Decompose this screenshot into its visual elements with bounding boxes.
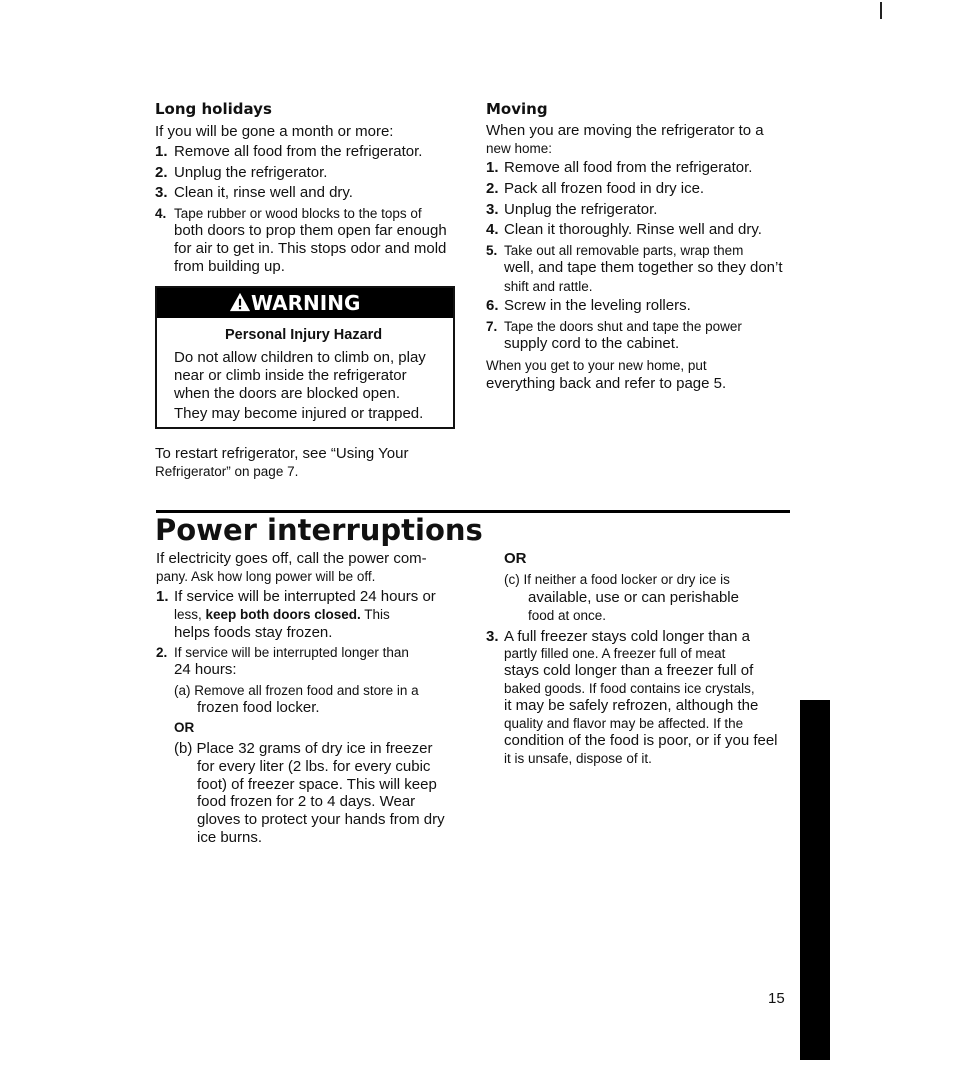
warning-text-line: Do not allow children to climb on, play xyxy=(174,349,426,366)
list-number: 1. xyxy=(155,143,168,160)
warning-label: WARNING xyxy=(251,291,361,315)
list-item-line: condition of the food is poor, or if you feel xyxy=(504,732,778,749)
option-b-line: ice burns. xyxy=(197,829,263,846)
option-b-line: for every liter (2 lbs. for every cubic xyxy=(197,758,431,775)
list-number: 3. xyxy=(486,201,499,218)
moving-heading: Moving xyxy=(486,100,548,118)
list-item-line: stays cold longer than a freezer full of xyxy=(504,662,754,679)
option-b-line: foot) of freezer space. This will keep xyxy=(197,776,437,793)
warning-text-line: They may become injured or trapped. xyxy=(174,405,424,422)
step1-emphasis: keep both doors closed. xyxy=(205,607,361,622)
list-item-line xyxy=(174,606,390,624)
list-item: Clean it thoroughly. Rinse well and dry. xyxy=(504,221,762,238)
long-holidays-heading: Long holidays xyxy=(155,100,272,118)
list-item-line: well, and tape them together so they don’t xyxy=(504,259,783,276)
warning-triangle-icon xyxy=(229,291,251,313)
list-number: 5. xyxy=(486,243,498,258)
list-item-line: it is unsafe, dispose of it. xyxy=(504,751,652,766)
power-intro-line: If electricity goes off, call the power com- xyxy=(156,550,427,567)
warning-text-line: when the doors are blocked open. xyxy=(174,385,400,402)
restart-note-line: Refrigerator” on page 7. xyxy=(155,464,299,479)
section-side-tab xyxy=(800,700,830,1060)
list-number: 3. xyxy=(155,184,168,201)
list-item: Remove all food from the refrigerator. xyxy=(504,159,753,176)
restart-note-line: To restart refrigerator, see “Using Your xyxy=(155,445,409,462)
list-item-line: shift and rattle. xyxy=(504,279,593,294)
option-c-line: available, use or can perishable xyxy=(528,589,739,606)
list-item-line: 24 hours: xyxy=(174,661,237,678)
hazard-title: Personal Injury Hazard xyxy=(225,327,383,343)
list-number: 2. xyxy=(486,180,499,197)
list-item: A full freezer stays cold longer than a xyxy=(504,628,750,645)
option-a-line: (a) Remove all frozen food and store in a xyxy=(174,683,419,698)
list-number: 6. xyxy=(486,297,499,314)
list-number: 4. xyxy=(155,206,167,221)
list-item: Tape rubber or wood blocks to the tops of xyxy=(174,206,422,221)
power-interruptions-title: Power interruptions xyxy=(155,513,483,547)
list-item: Remove all food from the refrigerator. xyxy=(174,143,423,160)
warning-text-line: near or climb inside the refrigerator xyxy=(174,367,407,384)
list-item: Pack all frozen food in dry ice. xyxy=(504,180,705,197)
power-intro-line: pany. Ask how long power will be off. xyxy=(156,569,376,584)
moving-intro-line: new home: xyxy=(486,141,553,156)
list-number: 4. xyxy=(486,221,499,238)
option-c-line: food at once. xyxy=(528,608,607,623)
moving-closing-line: When you get to your new home, put xyxy=(486,358,707,373)
option-b-line: gloves to protect your hands from dry xyxy=(197,811,445,828)
list-item-line: helps foods stay frozen. xyxy=(174,624,333,641)
list-item: Screw in the leveling rollers. xyxy=(504,297,691,314)
list-item-line: quality and flavor may be affected. If the xyxy=(504,716,744,731)
list-number: 3. xyxy=(486,628,499,645)
long-holidays-intro: If you will be gone a month or more: xyxy=(155,123,394,140)
list-item: If service will be interrupted 24 hours or xyxy=(174,588,436,605)
list-item-line: partly filled one. A freezer full of meat xyxy=(504,646,726,661)
list-item-line: supply cord to the cabinet. xyxy=(504,335,680,352)
list-item-line: baked goods. If food contains ice crystals, xyxy=(504,681,755,696)
option-b-line: food frozen for 2 to 4 days. Wear xyxy=(197,793,416,810)
list-item: Unplug the refrigerator. xyxy=(504,201,658,218)
list-item-line: from building up. xyxy=(174,258,285,275)
option-b-line: (b) Place 32 grams of dry ice in freezer xyxy=(174,740,433,757)
option-c-line: (c) If neither a food locker or dry ice is xyxy=(504,572,730,587)
list-item-line: for air to get in. This stops odor and mold xyxy=(174,240,447,257)
list-item: Clean it, rinse well and dry. xyxy=(174,184,353,201)
step1-text: less, xyxy=(174,607,206,622)
or-label: OR xyxy=(174,720,195,735)
list-number: 7. xyxy=(486,319,498,334)
list-item-line: it may be safely refrozen, although the xyxy=(504,697,759,714)
list-number: 1. xyxy=(156,588,169,605)
warning-box xyxy=(155,286,455,429)
warning-banner xyxy=(157,288,453,318)
list-item: Take out all removable parts, wrap them xyxy=(504,243,744,258)
list-item: Unplug the refrigerator. xyxy=(174,164,328,181)
moving-closing-line: everything back and refer to page 5. xyxy=(486,375,727,392)
list-number: 1. xyxy=(486,159,499,176)
list-item-line: both doors to prop them open far enough xyxy=(174,222,447,239)
list-number: 2. xyxy=(155,164,168,181)
list-number: 2. xyxy=(156,645,168,660)
step1-text: This xyxy=(360,607,390,622)
moving-intro-line: When you are moving the refrigerator to a xyxy=(486,122,764,139)
list-item: Tape the doors shut and tape the power xyxy=(504,319,742,334)
or-label: OR xyxy=(504,550,527,567)
page-edge-mark xyxy=(880,2,882,19)
list-item: If service will be interrupted longer than xyxy=(174,645,409,660)
page-number: 15 xyxy=(768,990,785,1007)
option-a-line: frozen food locker. xyxy=(197,699,320,716)
